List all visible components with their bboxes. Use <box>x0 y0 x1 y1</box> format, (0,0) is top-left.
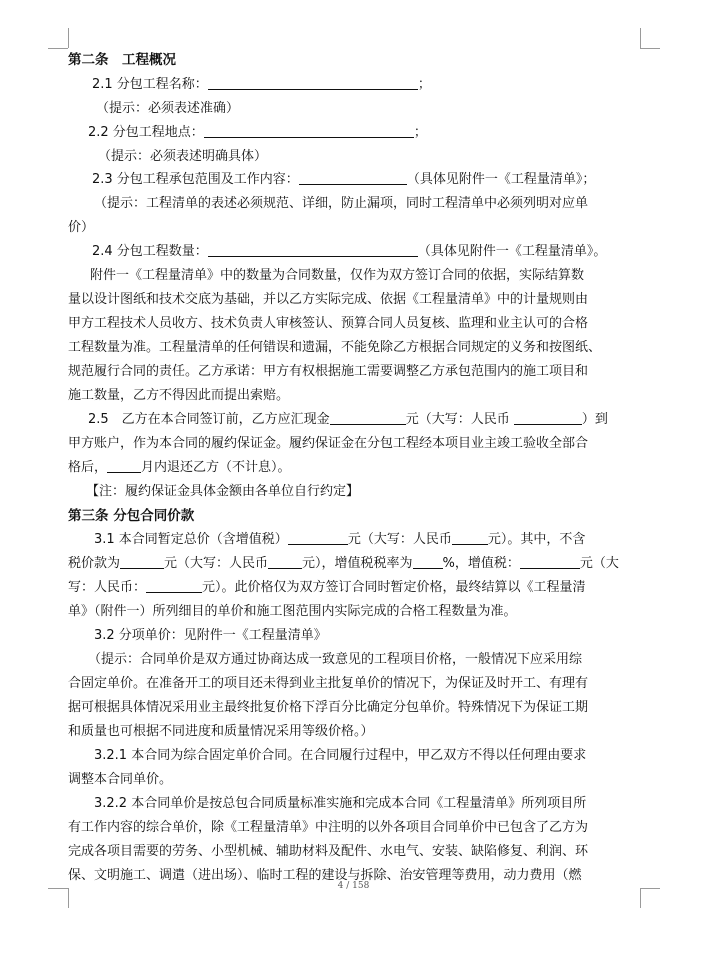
fill-in-blank[interactable] <box>452 530 488 545</box>
section-heading-h1 <box>68 48 640 72</box>
text-line-l8 <box>68 240 664 264</box>
text-segment: 甲方账户，作为本合同的履约保证金。履约保证金在分包工程经本项目业主竣工验收全部合 <box>68 436 589 451</box>
text-line-l20 <box>68 552 640 576</box>
text-segment: 2.1 分包工程名称： <box>92 77 208 92</box>
text-line-l23 <box>68 624 666 648</box>
crop-mark-tl-h <box>48 48 68 49</box>
text-segment: 元），增值税税率为 <box>302 556 413 571</box>
text-line-l27 <box>68 720 640 744</box>
text-segment: ）到 <box>581 412 608 427</box>
fill-in-blank[interactable] <box>514 410 582 425</box>
text-line-l4 <box>68 145 670 169</box>
text-segment: 3.2 分项单价：见附件一《工程量清单》 <box>94 628 327 643</box>
text-segment: 完成各项目需要的劳务、小型机械、辅助材料及配件、水电气、安装、缺陷修复、利润、环 <box>68 844 589 859</box>
text-segment: 【注：履约保证金具体金额由各单位自行约定】 <box>86 484 360 499</box>
fill-in-blank[interactable] <box>288 530 348 545</box>
text-segment: （提示：合同单价是双方通过协商达成一致意见的工程项目价格，一般情况下应采用综 <box>88 652 583 667</box>
text-segment: 量以设计图纸和技术交底为基础，并以乙方实际完成、依据《工程量清单》中的计量规则由 <box>68 292 589 307</box>
text-line-l12 <box>68 336 640 360</box>
text-segment: 2.3 分包工程承包范围及工作内容： <box>92 172 299 187</box>
text-line-l3 <box>68 121 660 145</box>
section-heading-h2 <box>68 504 640 528</box>
text-segment: 元（大写：人民币 <box>347 532 452 547</box>
text-segment: （具体见附件一《工程量清单》。 <box>417 244 607 259</box>
fill-in-blank[interactable] <box>330 410 406 425</box>
text-line-l26 <box>68 696 640 720</box>
text-segment: 据可根据具体情况采用业主最终批复价格下浮百分比确定分包单价。特殊情况下为保证工期 <box>68 700 589 715</box>
text-segment: 3.2.2 本合同单价是按总包合同质量标准实施和完成本合同《工程量清单》所列项目所 <box>94 796 587 811</box>
text-line-l21 <box>68 576 640 600</box>
text-segment: 元（大写：人民币 <box>405 412 514 427</box>
text-line-l31 <box>68 816 640 840</box>
crop-mark-bl-v <box>68 888 69 908</box>
text-line-l10 <box>68 288 640 312</box>
text-line-l17 <box>68 456 640 480</box>
text-segment: 附件一《工程量清单》中的数量为合同数量，仅作为双方签订合同的依据，实际结算数 <box>90 268 585 283</box>
text-segment: 甲方工程技术人员收方、技术负责人审核签认、预算合同人员复核、监理和业主认可的合格 <box>68 316 589 331</box>
text-segment: ； <box>413 125 427 140</box>
text-segment: 格后， <box>68 460 108 475</box>
text-segment: 税价款为 <box>68 556 121 571</box>
text-segment: 工程数量为准。工程量清单的任何错误和遗漏，不能免除乙方根据合同规定的义务和按图纸、 <box>68 340 602 355</box>
crop-mark-br-v <box>640 888 641 908</box>
fill-in-blank[interactable] <box>146 578 202 593</box>
text-segment: 第三条 分包合同价款 <box>68 508 195 524</box>
text-line-l29 <box>68 768 640 792</box>
text-segment: 月内退还乙方（不计息）。 <box>141 460 291 475</box>
text-segment: 调整本合同单价。 <box>68 772 173 787</box>
text-segment: 元）。此价格仅为双方签订合同时暂定价格，最终结算以《工程量清 <box>202 580 586 595</box>
fill-in-blank[interactable] <box>208 75 418 90</box>
text-line-l1 <box>68 73 664 97</box>
text-line-l22 <box>68 600 640 624</box>
text-segment: 元）。其中，不含 <box>487 532 586 547</box>
text-line-l28 <box>68 744 666 768</box>
text-line-l7 <box>68 216 640 240</box>
text-line-l11 <box>68 312 640 336</box>
fill-in-blank[interactable] <box>208 242 418 257</box>
crop-mark-tr-v <box>640 28 641 48</box>
text-segment: （提示：工程清单的表述必须规范、详细，防止漏项，同时工程清单中必须列明对应单 <box>94 196 589 211</box>
text-line-l2 <box>68 97 668 121</box>
text-segment: 2.5 乙方在本合同签订前，乙方应汇现金 <box>88 412 330 427</box>
text-segment: %，增值税： <box>442 556 520 571</box>
text-line-l25 <box>68 672 640 696</box>
text-segment: 和质量也可根据不同进度和质量情况采用等级价格。） <box>68 724 374 739</box>
text-line-l24 <box>68 648 660 672</box>
text-segment: 保、文明施工、调遣（进出场）、临时工程的建设与拆除、治安管理等费用，动力费用（燃 <box>68 868 582 883</box>
text-line-l14 <box>68 384 640 408</box>
text-line-l13 <box>68 360 640 384</box>
text-segment: 单》（附件一）所列细目的单价和施工图范围内实际完成的合格工程数量为准。 <box>68 604 517 619</box>
text-segment: （提示：必须表述明确具体） <box>98 149 268 164</box>
text-segment: 写：人民币： <box>68 580 147 595</box>
fill-in-blank[interactable] <box>413 554 443 569</box>
text-line-l5 <box>68 168 664 192</box>
text-segment: 2.2 分包工程地点： <box>88 125 204 140</box>
text-segment: （提示：必须表述准确） <box>96 101 240 116</box>
crop-mark-tl-v <box>68 28 69 48</box>
text-segment: ； <box>417 77 431 92</box>
crop-mark-tr-h <box>640 48 660 49</box>
text-segment: （具体见附件一《工程量清单》； <box>406 172 596 187</box>
fill-in-blank[interactable] <box>204 123 414 138</box>
text-line-l30 <box>68 792 666 816</box>
text-segment: 施工数量，乙方不得因此而提出索赔。 <box>68 388 290 403</box>
text-line-l32 <box>68 840 640 864</box>
text-segment: 规范履行合同的责任。乙方承诺：甲方有权根据施工需要调整乙方承包范围内的施工项目和 <box>68 364 589 379</box>
fill-in-blank[interactable] <box>120 554 164 569</box>
page-number: 4 / 158 <box>337 881 370 891</box>
text-segment: 元（大 <box>579 556 619 571</box>
text-segment: 有工作内容的综合单价，除《工程量清单》中注明的以外各项目合同单价中已包含了乙方为 <box>68 820 589 835</box>
text-segment: 第二条 工程概况 <box>68 52 176 68</box>
text-line-l15 <box>68 408 660 432</box>
fill-in-blank[interactable] <box>299 170 407 185</box>
text-segment: 元（大写：人民币 <box>164 556 269 571</box>
text-line-l19 <box>68 528 666 552</box>
fill-in-blank[interactable] <box>268 554 302 569</box>
text-segment: 3.1 本合同暂定总价（含增值税） <box>94 532 288 547</box>
text-segment: 合固定单价。在准备开工的项目还未得到业主批复单价的情况下，为保证及时开工、有理有 <box>68 676 589 691</box>
text-segment: 2.4 分包工程数量： <box>92 244 208 259</box>
text-segment: 3.2.1 本合同为综合固定单价合同。在合同履行过程中，甲乙双方不得以任何理由要求 <box>94 748 587 763</box>
text-segment: 价） <box>68 220 95 235</box>
fill-in-blank[interactable] <box>520 554 580 569</box>
text-line-l6 <box>68 192 666 216</box>
fill-in-blank[interactable] <box>107 458 141 473</box>
text-line-l18 <box>68 480 658 504</box>
text-line-l16 <box>68 432 640 456</box>
text-line-l9 <box>68 264 662 288</box>
